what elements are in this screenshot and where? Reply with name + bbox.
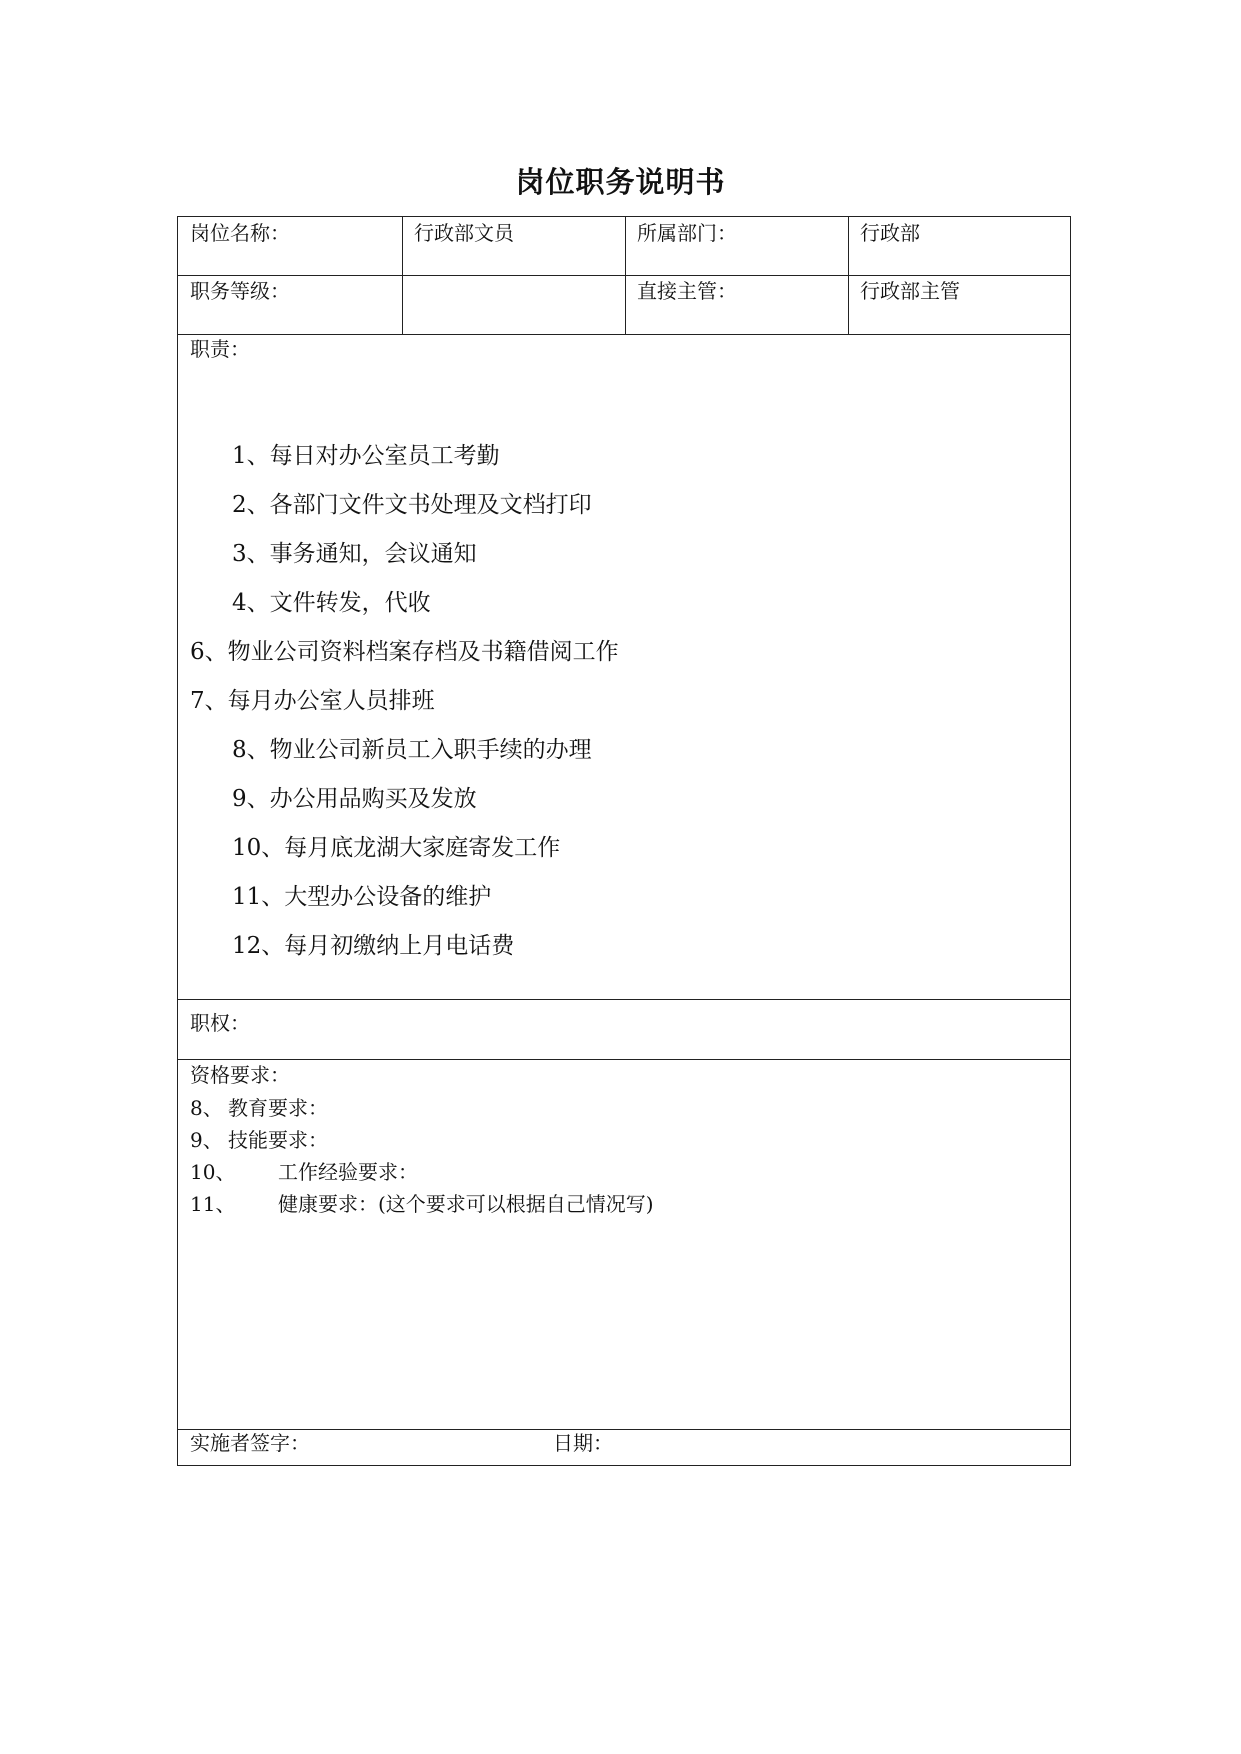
list-item: 1、每日对办公室员工考勤 — [232, 443, 500, 469]
duties-label: 职责： — [190, 337, 250, 361]
list-item-number: 10、 — [190, 1160, 236, 1184]
authority-label: 职权： — [190, 1011, 250, 1035]
supervisor-label: 直接主管： — [637, 279, 737, 303]
list-item: 12、每月初缴纳上月电话费 — [232, 933, 515, 959]
list-item: 6、物业公司资料档案存档及书籍借阅工作 — [190, 639, 619, 665]
list-item: 3、事务通知，会议通知 — [232, 541, 477, 567]
list-item — [190, 1160, 418, 1184]
list-item: 10、每月底龙湖大家庭寄发工作 — [232, 835, 561, 861]
list-item: 9、办公用品购买及发放 — [232, 786, 477, 812]
position-name-value: 行政部文员 — [414, 221, 514, 245]
row-divider — [178, 1059, 1070, 1060]
date-label: 日期： — [553, 1431, 613, 1455]
list-item-text: 工作经验要求： — [278, 1160, 418, 1184]
row-divider — [178, 334, 1070, 335]
list-item: 11、大型办公设备的维护 — [232, 884, 492, 910]
row-divider — [178, 999, 1070, 1000]
department-value: 行政部 — [860, 221, 920, 245]
job-description-form — [177, 216, 1071, 1466]
list-item-number: 8、 — [190, 1096, 223, 1120]
signer-label: 实施者签字： — [190, 1431, 310, 1455]
position-name-label: 岗位名称： — [190, 221, 290, 245]
column-divider — [848, 217, 849, 334]
row-divider — [178, 275, 1070, 276]
job-grade-label: 职务等级： — [190, 279, 290, 303]
list-item-text: 技能要求： — [228, 1128, 328, 1152]
list-item — [190, 1192, 654, 1216]
list-item-number: 11、 — [190, 1192, 236, 1216]
list-item-text: 健康要求：(这个要求可以根据自己情况写) — [278, 1192, 654, 1216]
qualifications-label: 资格要求： — [190, 1063, 290, 1087]
list-item-number: 9、 — [190, 1128, 223, 1152]
page-title: 岗位职务说明书 — [515, 165, 726, 199]
list-item-text: 教育要求： — [228, 1096, 328, 1120]
list-item: 4、文件转发，代收 — [232, 590, 431, 616]
list-item: 2、各部门文件文书处理及文档打印 — [232, 492, 592, 518]
supervisor-value: 行政部主管 — [860, 279, 960, 303]
list-item: 8、物业公司新员工入职手续的办理 — [232, 737, 592, 763]
list-item: 7、每月办公室人员排班 — [190, 688, 435, 714]
department-label: 所属部门： — [637, 221, 737, 245]
list-item — [190, 1096, 328, 1120]
list-item — [190, 1128, 328, 1152]
column-divider — [402, 217, 403, 334]
column-divider — [625, 217, 626, 334]
row-divider — [178, 1429, 1070, 1430]
